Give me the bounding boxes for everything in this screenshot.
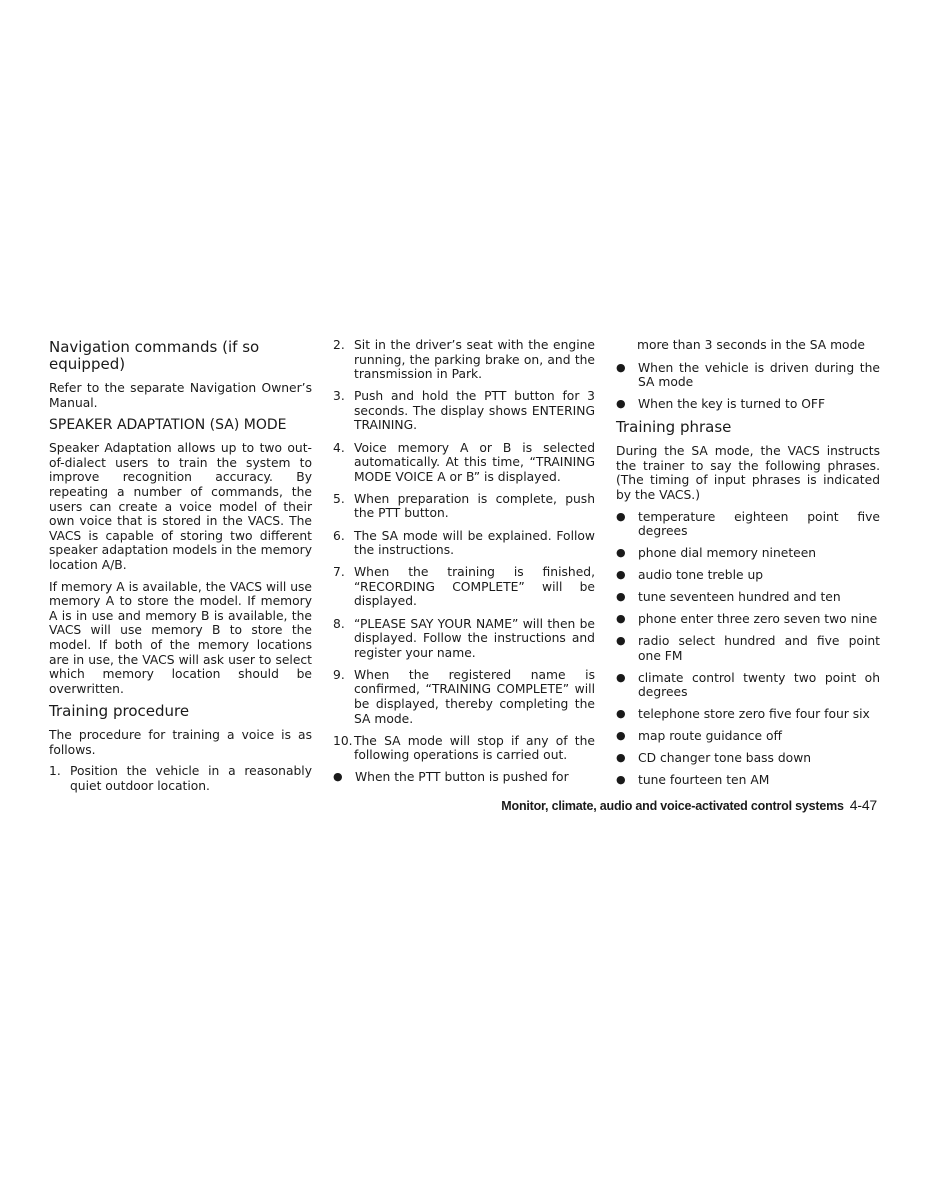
bullet-icon: ● (616, 670, 626, 684)
bullet-text: telephone store zero five four four six (638, 707, 870, 722)
bullet-icon: ● (616, 612, 626, 626)
step-number: 9. (333, 667, 345, 682)
step-number: 3. (333, 389, 345, 404)
bullet-text: CD changer tone bass down (638, 751, 812, 766)
bullet-icon: ● (616, 590, 626, 604)
page-footer (501, 797, 877, 813)
bullet-icon: ● (616, 773, 626, 787)
step-text: Voice memory A or B is selected automatically. At this time, “TRAINING MODE VOICE A or B” is displayed. (354, 440, 595, 484)
bullet-text: When the key is turned to OFF (638, 397, 826, 412)
bullet-continuation: more than 3 seconds in the SA mode (637, 338, 865, 352)
procedure-step (333, 734, 595, 763)
bullet-item (616, 510, 880, 539)
training-phrases-list (616, 510, 880, 788)
training-phrase-heading: Training phrase (616, 418, 732, 437)
bullet-icon: ● (616, 546, 626, 560)
bullet-text: When the PTT button is pushed for (355, 770, 569, 785)
middle-column (333, 338, 595, 792)
step-text: When the registered name is confirmed, “TRAINING COMPLETE” will be displayed, thereby completing the SA mode. (354, 667, 595, 726)
bullet-text: When the vehicle is driven during the SA mode (638, 360, 880, 390)
bullet-text: climate control twenty two point oh degrees (638, 670, 880, 700)
bullet-item (616, 612, 880, 627)
procedure-step (333, 565, 595, 609)
bullet-text: map route guidance off (638, 729, 783, 744)
procedure-step (333, 617, 595, 661)
step-number: 6. (333, 528, 345, 543)
procedure-step (333, 668, 595, 726)
step-number: 2. (333, 338, 345, 352)
procedure-step (333, 492, 595, 521)
bullet-item (616, 546, 880, 561)
step-text: The SA mode will stop if any of the following operations is carried out. (354, 733, 595, 763)
bullet-item (616, 671, 880, 700)
speaker-adaptation-paragraph-2: If memory A is available, the VACS will use memory A to store the model. If memory A is in use and memory B is available, the VACS will use memory B to store the model. If both of the memory locations are in use, the VACS will ask user to select which memory location should be overwritten. (49, 579, 312, 696)
page-number: 4-47 (849, 797, 877, 813)
bullet-icon: ● (616, 509, 626, 523)
navigation-commands-heading: Navigation commands (if so equipped) (49, 338, 260, 373)
training-phrase-text: During the SA mode, the VACS instructs the trainer to say the following phrases. (The timing of input phrases is indicated by the VACS.) (616, 444, 880, 502)
step-text: The SA mode will be explained. Follow the instructions. (354, 528, 595, 558)
bullet-text: phone enter three zero seven two nine (638, 612, 878, 627)
speaker-adaptation-heading: SPEAKER ADAPTATION (SA) MODE (49, 417, 287, 434)
bullet-text: temperature eighteen point five degrees (638, 509, 880, 539)
bullet-item (616, 361, 880, 390)
procedure-step (333, 389, 595, 433)
bullet-item (616, 568, 880, 583)
footer-section-title: Monitor, climate, audio and voice-activated control systems (501, 799, 844, 813)
step-number: 8. (333, 616, 345, 631)
bullet-icon: ● (616, 360, 626, 374)
bullet-item (616, 397, 880, 412)
bullet-icon: ● (616, 397, 626, 411)
right-column (616, 338, 880, 795)
procedure-step (333, 529, 595, 558)
procedure-steps-list (333, 338, 595, 763)
step-number: 7. (333, 565, 345, 580)
bullet-icon: ● (616, 751, 626, 765)
bullet-text: phone dial memory nineteen (638, 546, 817, 561)
procedure-step (49, 764, 312, 793)
step-number: 4. (333, 440, 345, 455)
bullet-item (616, 590, 880, 605)
procedure-step (333, 441, 595, 485)
bullet-text: radio select hundred and five point one FM (638, 634, 880, 663)
bullet-icon: ● (616, 568, 626, 582)
step-text: Push and hold the PTT button for 3 seconds. The display shows ENTERING TRAINING. (354, 389, 595, 433)
step-number: 5. (333, 491, 345, 506)
bullet-item (616, 729, 880, 744)
bullet-icon: ● (616, 729, 626, 743)
procedure-step (333, 338, 595, 382)
bullet-item (616, 634, 880, 663)
bullet-text: tune fourteen ten AM (638, 773, 770, 788)
training-procedure-heading: Training procedure (49, 702, 190, 721)
left-column (49, 338, 312, 801)
step-text: Sit in the driver’s seat with the engine running, the parking brake on, and the transmission in Park. (354, 338, 595, 382)
stop-conditions-list (616, 361, 880, 412)
step-text: Position the vehicle in a reasonably quiet outdoor location. (70, 764, 312, 794)
step-number: 1. (49, 764, 61, 779)
step-number: 10. (333, 733, 353, 748)
navigation-commands-text: Refer to the separate Navigation Owner’s Manual. (49, 381, 312, 410)
bullet-text: audio tone treble up (638, 568, 764, 583)
bullet-icon: ● (333, 770, 343, 784)
bullet-icon: ● (616, 634, 626, 648)
bullet-icon: ● (616, 707, 626, 721)
step-text: When preparation is complete, push the PTT button. (354, 491, 595, 521)
bullet-item (616, 773, 880, 788)
bullet-item (616, 707, 880, 722)
bullet-item (616, 751, 880, 766)
step-text: “PLEASE SAY YOUR NAME” will then be displayed. Follow the instructions and register your name. (354, 616, 595, 660)
bullet-text: tune seventeen hundred and ten (638, 590, 841, 605)
step-text: When the training is finished, “RECORDING COMPLETE” will be displayed. (354, 565, 595, 609)
stop-condition-bullet (333, 770, 595, 785)
training-procedure-intro: The procedure for training a voice is as follows. (49, 728, 312, 757)
speaker-adaptation-paragraph-1: Speaker Adaptation allows up to two out-of-dialect users to train the system to improve recognition accuracy. By repeating a number of commands, the users can create a voice model of their own voice that is stored in the VACS. The VACS is capable of storing two different speaker adaptation models in the memory location A/B. (49, 441, 312, 572)
